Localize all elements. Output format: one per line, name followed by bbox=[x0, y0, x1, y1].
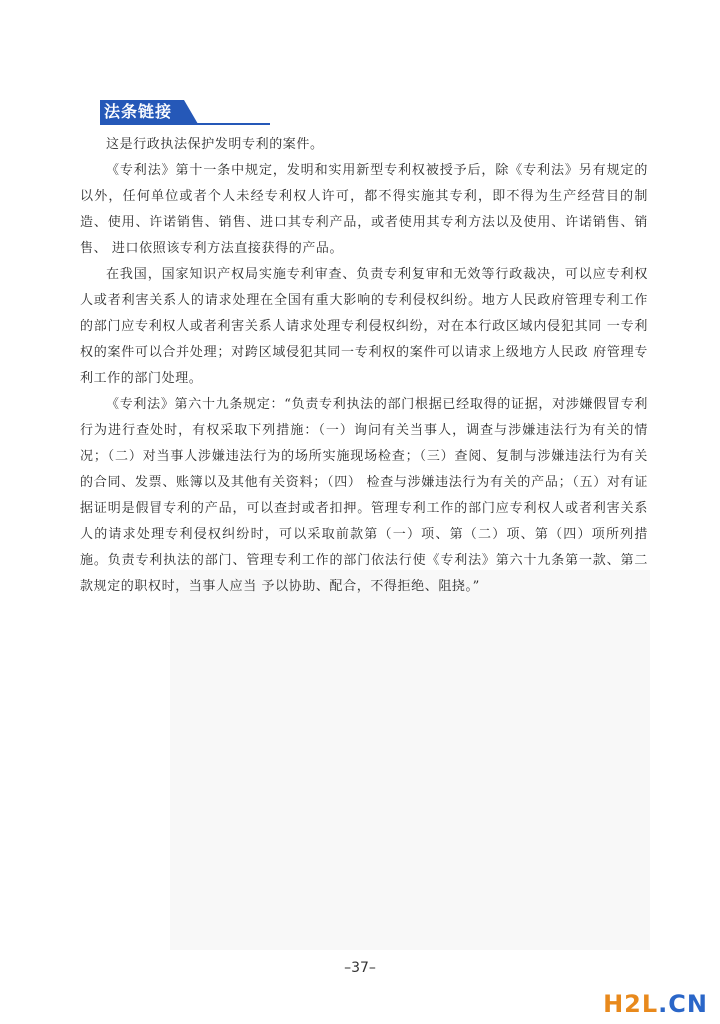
body-text bbox=[80, 132, 648, 600]
paragraph-administration: 在我国，国家知识产权局实施专利审查、负责专利复审和无效等行政裁决，可以应专利权人或者利害关系人的请求处理在全国有重大影响的专利侵权纠纷。地方人民政府管理专利工作的部门应专利权人或者利害关系人请求处理专利侵权纠纷，对在本行政区域内侵犯其同 一专利权的案件可以合并处理；对跨区域侵犯其同一专利权的案件可以请求上级地方人民政 府管理专利工作的部门处理。 bbox=[80, 267, 648, 386]
page-number: –37– bbox=[344, 960, 376, 976]
paragraph-article-11: 《专利法》第十一条中规定，发明和实用新型专利权被授予后，除《专利法》另有规定的以外，任何单位或者个人未经专利权人许可，都不得实施其专利，即不得为生产经营目的制造、使用、许诺销售、销售、进口其专利产品，或者使用其专利方法以及使用、许诺销售、销售、 进口依照该专利方法直接获得的产品。 bbox=[80, 163, 648, 256]
paragraph-article-69: 《专利法》第六十九条规定：“负责专利执法的部门根据已经取得的证据，对涉嫌假冒专利行为进行查处时，有权采取下列措施：（一）询问有关当事人，调查与涉嫌违法行为有关的情况；（二）对当事人涉嫌违法行为的场所实施现场检查；（三）查阅、复制与涉嫌违法行为有关的合同、发票、账簿以及其他有关资料；（四） 检查与涉嫌违法行为有关的产品；（五）对有证据证明是假冒专利的产品，可以查封或者扣押。管理专利工作的部门应专利权人或者利害关系人的请求处理专利侵权纠纷时，可以采取前款第（一）项、第（二）项、第（四）项所列措施。负责专利执法的部门、管理专利工作的部门依法行使《专利法》第六十九条第一款、第二款规定的职权时，当事人应当 予以协助、配合，不得拒绝、阻挠。” bbox=[80, 397, 648, 594]
watermark-suffix: CN bbox=[668, 990, 708, 1018]
paragraph-intro: 这是行政执法保护发明专利的案件。 bbox=[106, 137, 324, 152]
watermark-main: H2L bbox=[603, 990, 659, 1018]
section-underline bbox=[100, 123, 270, 125]
scan-shade bbox=[170, 570, 650, 950]
section-title: 法条链接 bbox=[100, 100, 184, 124]
section-title-slant bbox=[184, 100, 198, 124]
section-header bbox=[100, 100, 198, 124]
site-watermark-logo bbox=[603, 990, 708, 1018]
watermark-dot: . bbox=[658, 990, 669, 1018]
